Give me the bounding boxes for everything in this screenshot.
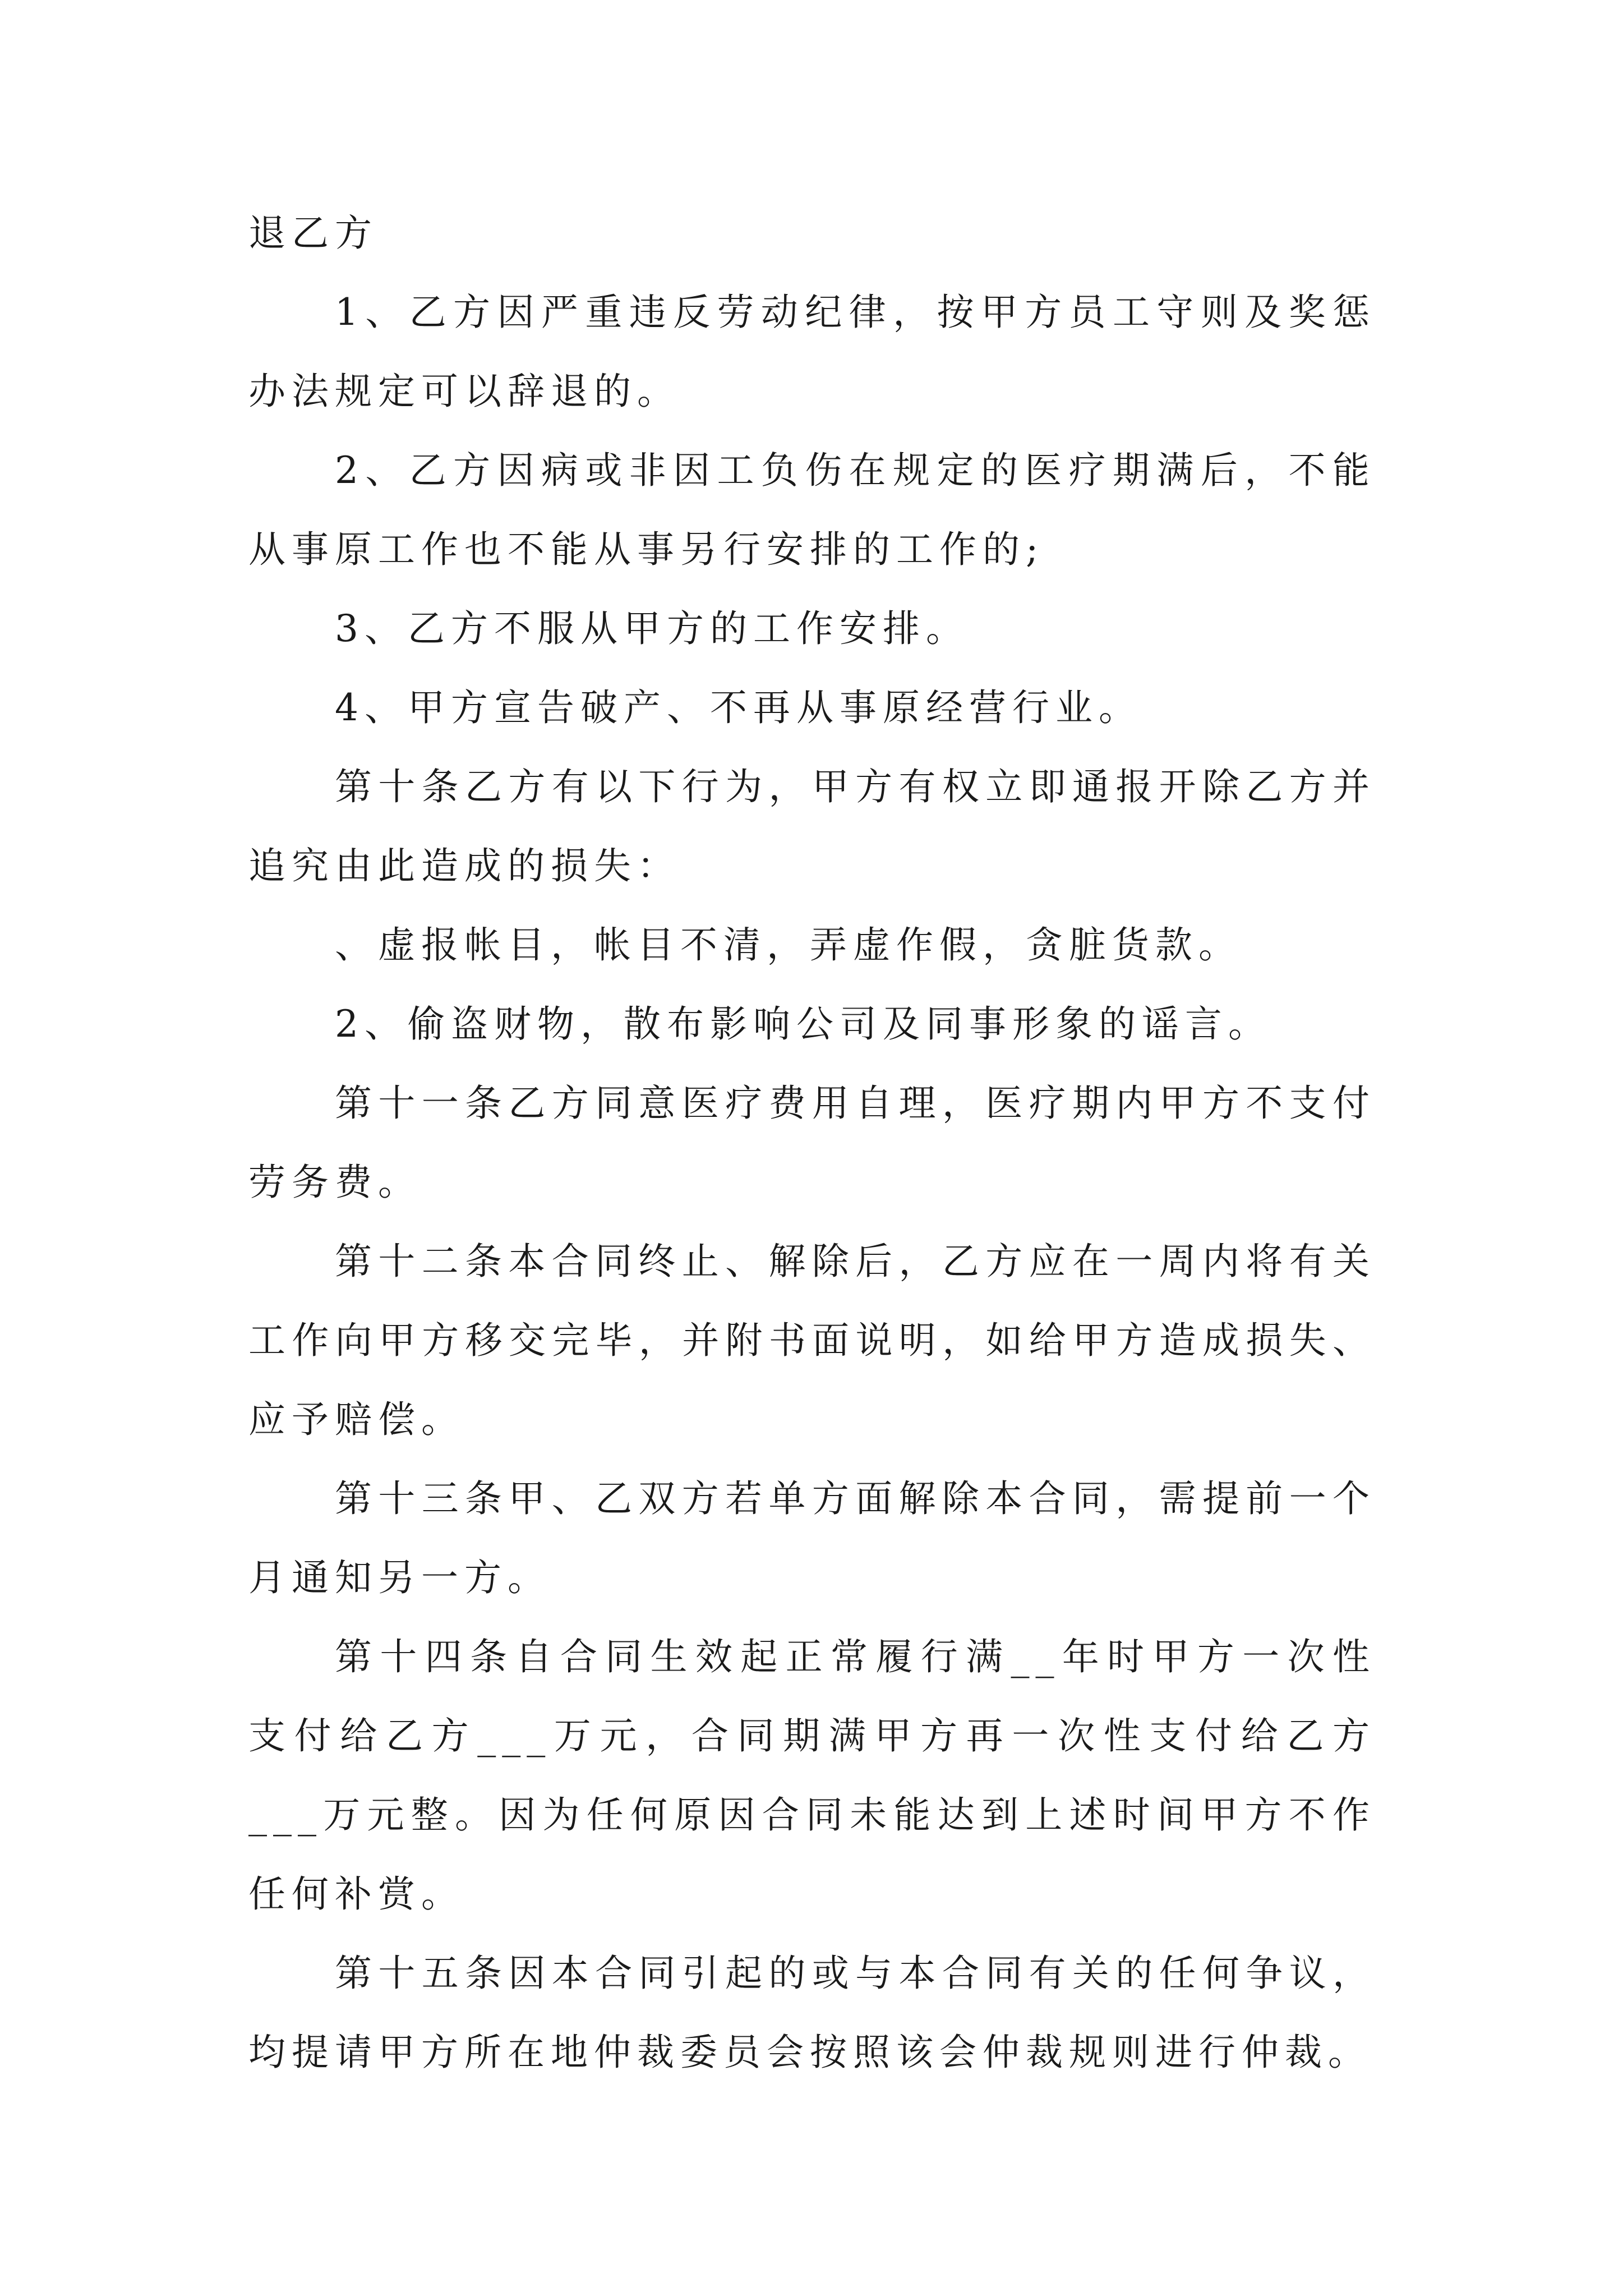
contract-body — [248, 194, 1376, 2092]
paragraph-article-10-item-2: 2、偷盗财物，散布影响公司及同事形象的谣言。 — [335, 1002, 1271, 1046]
paragraph-item-4: 4、甲方宣告破产、不再从事原经营行业。 — [335, 686, 1142, 729]
paragraph-article-14: 第十四条自合同生效起正常履行满__年时甲方一次性支付给乙方___万元，合同期满甲方再一次性支付给乙方___万元整。因为任何原因合同未能达到上述时间甲方不作任何补赏。 — [248, 1635, 1376, 1916]
paragraph-continuation: 退乙方 — [248, 211, 378, 255]
paragraph-article-15: 第十五条因本合同引起的或与本合同有关的任何争议，均提请甲方所在地仲裁委员会按照该会仲裁规则进行仲裁。 — [248, 1952, 1376, 2074]
paragraph-article-13: 第十三条甲、乙双方若单方面解除本合同，需提前一个月通知另一方。 — [248, 1477, 1376, 1599]
paragraph-article-10-item-1: 、虚报帐目，帐目不清，弄虚作假，贪脏货款。 — [335, 923, 1242, 967]
paragraph-item-3: 3、乙方不服从甲方的工作安排。 — [335, 607, 969, 650]
paragraph-article-11: 第十一条乙方同意医疗费用自理，医疗期内甲方不支付劳务费。 — [248, 1082, 1376, 1204]
paragraph-article-10: 第十条乙方有以下行为，甲方有权立即通报开除乙方并追究由此造成的损失： — [248, 765, 1376, 887]
paragraph-item-2: 2、乙方因病或非因工负伤在规定的医疗期满后，不能从事原工作也不能从事另行安排的工作的; — [248, 449, 1376, 571]
paragraph-article-12: 第十二条本合同终止、解除后，乙方应在一周内将有关工作向甲方移交完毕，并附书面说明，如给甲方造成损失、应予赔偿。 — [248, 1240, 1376, 1441]
paragraph-item-1: 1、乙方因严重违反劳动纪律，按甲方员工守则及奖惩办法规定可以辞退的。 — [248, 291, 1376, 413]
